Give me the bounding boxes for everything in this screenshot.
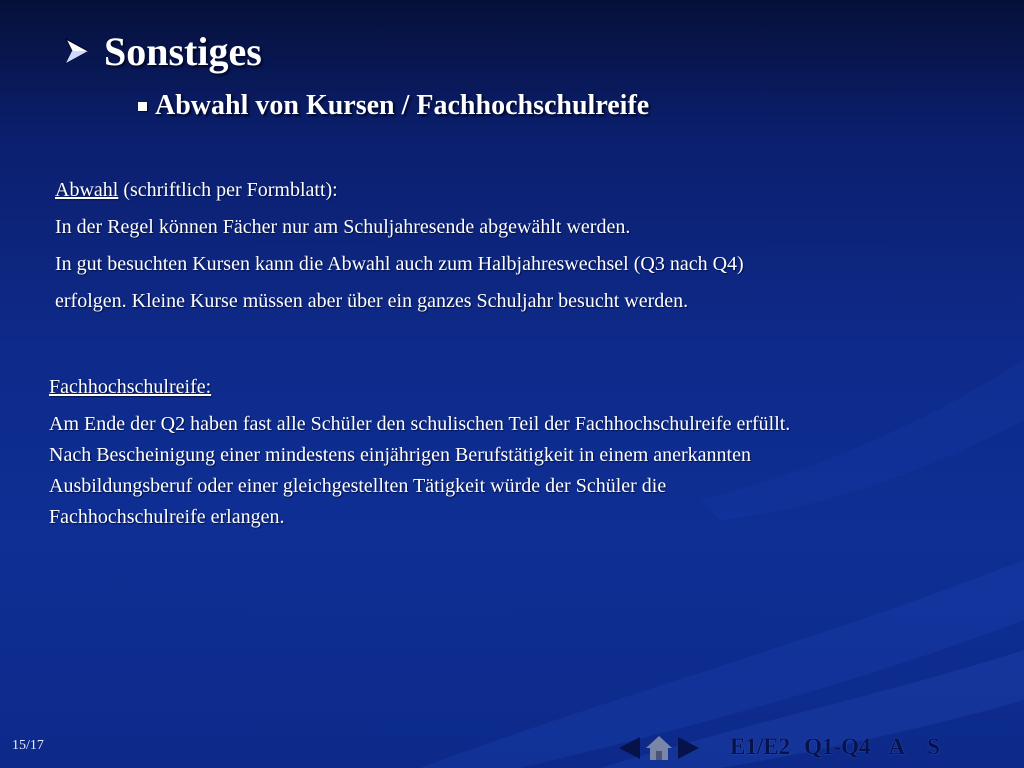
slide-subtitle: Abwahl von Kursen / Fachhochschulreife [155, 90, 650, 121]
page-number: 15/17 [12, 738, 44, 753]
abwahl-line-3: erfolgen. Kleine Kurse müssen aber über ein ganzes Schuljahr besucht werden. [55, 290, 689, 312]
fachhochschulreife-section [49, 372, 989, 533]
nav-link-q1-q4[interactable]: Q1-Q4 [804, 734, 871, 759]
previous-arrow-icon[interactable] [616, 734, 644, 762]
abwahl-section [55, 172, 955, 320]
abwahl-line-1: In der Regel können Fächer nur am Schuljahresende abgewählt werden. [55, 216, 631, 238]
nav-link-a[interactable]: A [888, 734, 906, 759]
nav-buttons [616, 732, 702, 764]
square-bullet-icon [138, 102, 147, 111]
nav-link-e1-e2[interactable]: E1/E2 [730, 734, 791, 759]
abwahl-heading-suffix: (schriftlich per Formblatt): [118, 179, 338, 201]
nav-link-s[interactable]: S [927, 734, 940, 759]
fachhochschulreife-line-1: Am Ende der Q2 haben fast alle Schüler den schulischen Teil der Fachhochschulreife erfüllt. [49, 413, 791, 435]
next-arrow-icon[interactable] [674, 734, 702, 762]
fachhochschulreife-heading: Fachhochschulreife: [49, 376, 212, 398]
abwahl-heading: Abwahl [55, 179, 119, 201]
subtitle-row [138, 84, 649, 128]
abwahl-heading-line [55, 172, 955, 209]
fachhochschulreife-line-2: Nach Bescheinigung einer mindestens einjährigen Berufstätigkeit in einem anerkannten [49, 444, 751, 466]
title-row [62, 24, 262, 78]
fachhochschulreife-line-4: Fachhochschulreife erlangen. [49, 506, 285, 528]
fachhochschulreife-line-3: Ausbildungsberuf oder einer gleichgestellten Tätigkeit würde der Schüler die [49, 475, 667, 497]
slide-title: Sonstiges [104, 28, 262, 74]
home-icon[interactable] [644, 734, 674, 762]
abwahl-line-2: In gut besuchten Kursen kann die Abwahl auch zum Halbjahreswechsel (Q3 nach Q4) [55, 253, 744, 275]
nav-links [730, 730, 940, 764]
arrow-bullet-icon [62, 36, 92, 66]
